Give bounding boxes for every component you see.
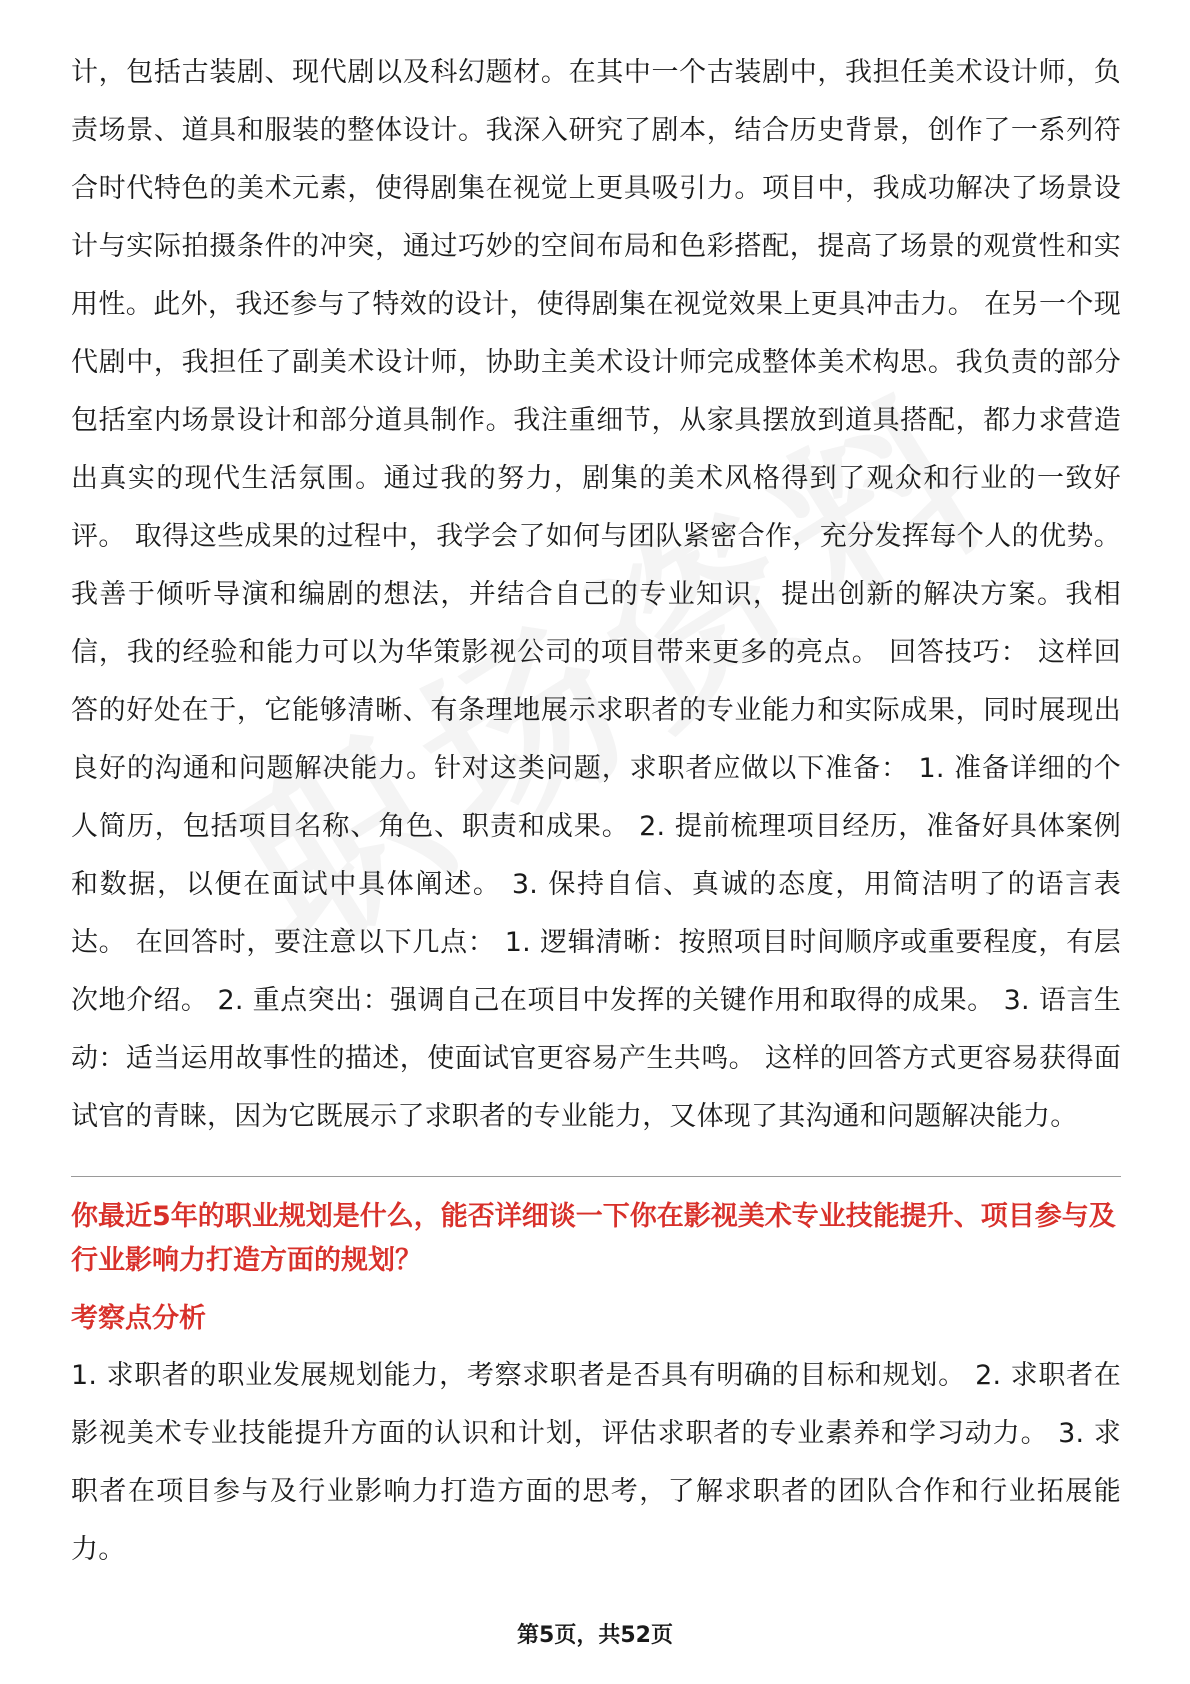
page-content: [71, 44, 1121, 1579]
analysis-paragraph: 1. 求职者的职业发展规划能力，考察求职者是否具有明确的目标和规划。 2. 求职者在影视美术专业技能提升方面的认识和计划，评估求职者的专业素养和学习动力。 3. 求职者在项目参与及行业影响力打造方面的思考，了解求职者的团队合作和行业拓展能力。: [71, 1360, 1121, 1565]
interview-question: 你最近5年的职业规划是什么，能否详细谈一下你在影视美术专业技能提升、项目参与及行业影响力打造方面的规划？: [71, 1201, 1116, 1276]
section-divider: [71, 1176, 1121, 1177]
page-number: 第5页，共52页: [517, 1623, 673, 1648]
analysis-heading: 考察点分析: [71, 1303, 206, 1334]
answer-paragraph: 计，包括古装剧、现代剧以及科幻题材。在其中一个古装剧中，我担任美术设计师，负责场景、道具和服装的整体设计。我深入研究了剧本，结合历史背景，创作了一系列符合时代特色的美术元素，使得剧集在视觉上更具吸引力。项目中，我成功解决了场景设计与实际拍摄条件的冲突，通过巧妙的空间布局和色彩搭配，提高了场景的观赏性和实用性。此外，我还参与了特效的设计，使得剧集在视觉效果上更具冲击力。 在另一个现代剧中，我担任了副美术设计师，协助主美术设计师完成整体美术构思。我负责的部分包括室内场景设计和部分道具制作。我注重细节，从家具摆放到道具搭配，都力求营造出真实的现代生活氛围。通过我的努力，剧集的美术风格得到了观众和行业的一致好评。 取得这些成果的过程中，我学会了如何与团队紧密合作，充分发挥每个人的优势。我善于倾听导演和编剧的想法，并结合自己的专业知识，提出创新的解决方案。我相信，我的经验和能力可以为华策影视公司的项目带来更多的亮点。 回答技巧： 这样回答的好处在于，它能够清晰、有条理地展示求职者的专业能力和实际成果，同时展现出良好的沟通和问题解决能力。针对这类问题，求职者应做以下准备： 1. 准备详细的个人简历，包括项目名称、角色、职责和成果。 2. 提前梳理项目经历，准备好具体案例和数据，以便在面试中具体阐述。 3. 保持自信、真诚的态度，用简洁明了的语言表达。 在回答时，要注意以下几点： 1. 逻辑清晰：按照项目时间顺序或重要程度，有层次地介绍。 2. 重点突出：强调自己在项目中发挥的关键作用和取得的成果。 3. 语言生动：适当运用故事性的描述，使面试官更容易产生共鸣。 这样的回答方式更容易获得面试官的青睐，因为它既展示了求职者的专业能力，又体现了其沟通和问题解决能力。: [71, 57, 1121, 1132]
